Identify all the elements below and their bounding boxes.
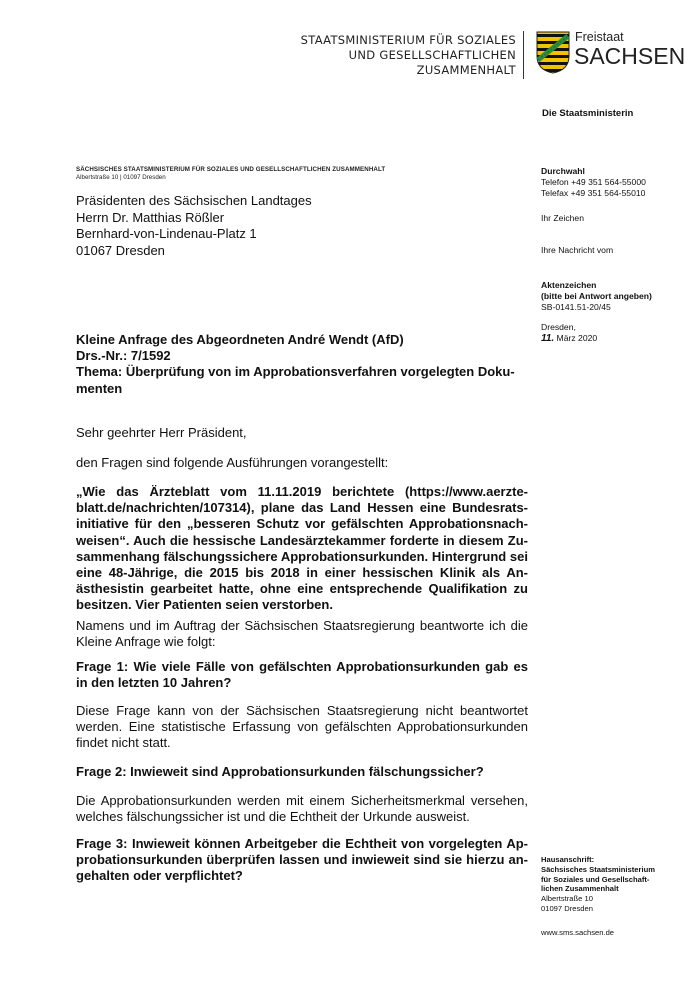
recipient-address xyxy=(76,193,312,259)
date-line xyxy=(541,333,597,344)
phone-block xyxy=(541,166,646,199)
header-divider xyxy=(523,31,524,79)
recipient-line: Herrn Dr. Matthias Rößler xyxy=(76,209,225,225)
question-2: Frage 2: Inwieweit sind Approbationsurkunden fälschungssicher? xyxy=(76,764,484,779)
saxony-crest-icon xyxy=(536,30,570,79)
subject-topic: Thema: Überprüfung von im Approbationsverfahren vorgelegten Doku- xyxy=(76,364,515,380)
address-line: Sächsisches Staatsministerium xyxy=(541,864,655,874)
address-line: für Soziales und Gesellschaft- xyxy=(541,874,650,884)
minister-title: Die Staatsministerin xyxy=(542,108,634,119)
aktenzeichen-hint: (bitte bei Antwort angeben) xyxy=(541,291,652,301)
phone-number: Telefon +49 351 564-55000 xyxy=(541,177,646,187)
date-day: 11. xyxy=(541,333,555,344)
subject-block xyxy=(76,332,528,397)
date-month-year: März 2020 xyxy=(554,333,598,343)
subject-drs-number: Drs.-Nr.: 7/1592 xyxy=(76,348,171,364)
address-street: Albertstraße 10 xyxy=(541,894,593,904)
website-link[interactable]: www.sms.sachsen.de xyxy=(541,928,615,937)
ministry-name xyxy=(286,33,516,78)
postal-address xyxy=(541,855,655,914)
durchwahl-label: Durchwahl xyxy=(541,166,585,176)
intro-text: den Fragen sind folgende Ausführungen vorangestellt: xyxy=(76,455,389,470)
sender-address: Albertstraße 10 | 01097 Dresden xyxy=(76,174,166,181)
aktenzeichen-label: Aktenzeichen xyxy=(541,280,597,290)
aktenzeichen-block xyxy=(541,280,652,313)
date-city: Dresden, xyxy=(541,322,576,332)
date-block xyxy=(541,322,597,344)
address-line: lichen Zusammenhalt xyxy=(541,884,619,894)
answer-intro: Namens und im Auftrag der Sächsischen Staatsregierung beantworte ich die Kleine Anfrage wie folgt: xyxy=(76,618,528,650)
subject-topic-cont: menten xyxy=(76,380,123,396)
ministry-line: ZUSAMMENHALT xyxy=(416,63,516,77)
address-city: 01097 Dresden xyxy=(541,903,593,913)
answer-1: Diese Frage kann von der Sächsischen Staatsregierung nicht beantwortet werden. Eine statistische Erfassung von gefälschten Approbationsurkunden findet nicht statt. xyxy=(76,703,528,751)
ihre-nachricht-label: Ihre Nachricht vom xyxy=(541,245,614,255)
state-label-large: SACHSEN xyxy=(574,43,686,69)
sender-line xyxy=(76,166,385,182)
subject-title: Kleine Anfrage des Abgeordneten André Wendt (AfD) xyxy=(76,332,404,347)
question-1: Frage 1: Wie viele Fälle von gefälschten Approbationsurkunden gab es in den letzten 10 Jahren? xyxy=(76,659,528,691)
fax-number: Telefax +49 351 564-55010 xyxy=(541,188,646,198)
recipient-line: 01067 Dresden xyxy=(76,242,165,258)
salutation: Sehr geehrter Herr Präsident, xyxy=(76,425,247,440)
recipient-line: Präsidenten des Sächsischen Landtages xyxy=(76,193,312,208)
address-label: Hausanschrift: xyxy=(541,855,595,864)
ihr-zeichen-label: Ihr Zeichen xyxy=(541,213,584,223)
answer-2: Die Approbationsurkunden werden mit einem Sicherheitsmerkmal versehen, welches fälschungssicher ist und die Echtheit der Urkunde ausweist. xyxy=(76,793,528,825)
ministry-line: STAATSMINISTERIUM FÜR SOZIALES xyxy=(300,33,516,47)
quote-paragraph: „Wie das Ärzteblatt vom 11.11.2019 berichtete (https://www.aerzte-blatt.de/nachrichten/107314), plane das Land Hessen eine Bundesrats-initiative für den „besseren Schutz vor gefälschten Approbationsnach-weisen“. Auch die hessische Landesärztekammer forderte in diesem Zu-sammenhang fälschungssichere Approbationsurkunden. Hintergrund sei eine 48-Jährige, die 2015 bis 2018 in einer hessischen Klinik als An-ästhesistin gearbeitet hatte, ohne eine entsprechende Qualifikation zu besitzen. Vier Patienten seien verstorben. xyxy=(76,484,528,613)
question-3: Frage 3: Inwieweit können Arbeitgeber die Echtheit von vorgelegten Ap-probationsurkunden überprüfen lassen und inwieweit sind sie hierzu an-gehalten oder verpflichtet? xyxy=(76,836,528,884)
recipient-line: Bernhard-von-Lindenau-Platz 1 xyxy=(76,226,257,241)
aktenzeichen-value: SB-0141.51-20/45 xyxy=(541,302,611,312)
ministry-line: UND GESELLSCHAFTLICHEN xyxy=(348,48,516,62)
state-label-small: Freistaat xyxy=(575,30,624,44)
sender-name: SÄCHSISCHES STAATSMINISTERIUM FÜR SOZIALES UND GESELLSCHAFTLICHEN ZUSAMMENHALT xyxy=(76,166,386,173)
